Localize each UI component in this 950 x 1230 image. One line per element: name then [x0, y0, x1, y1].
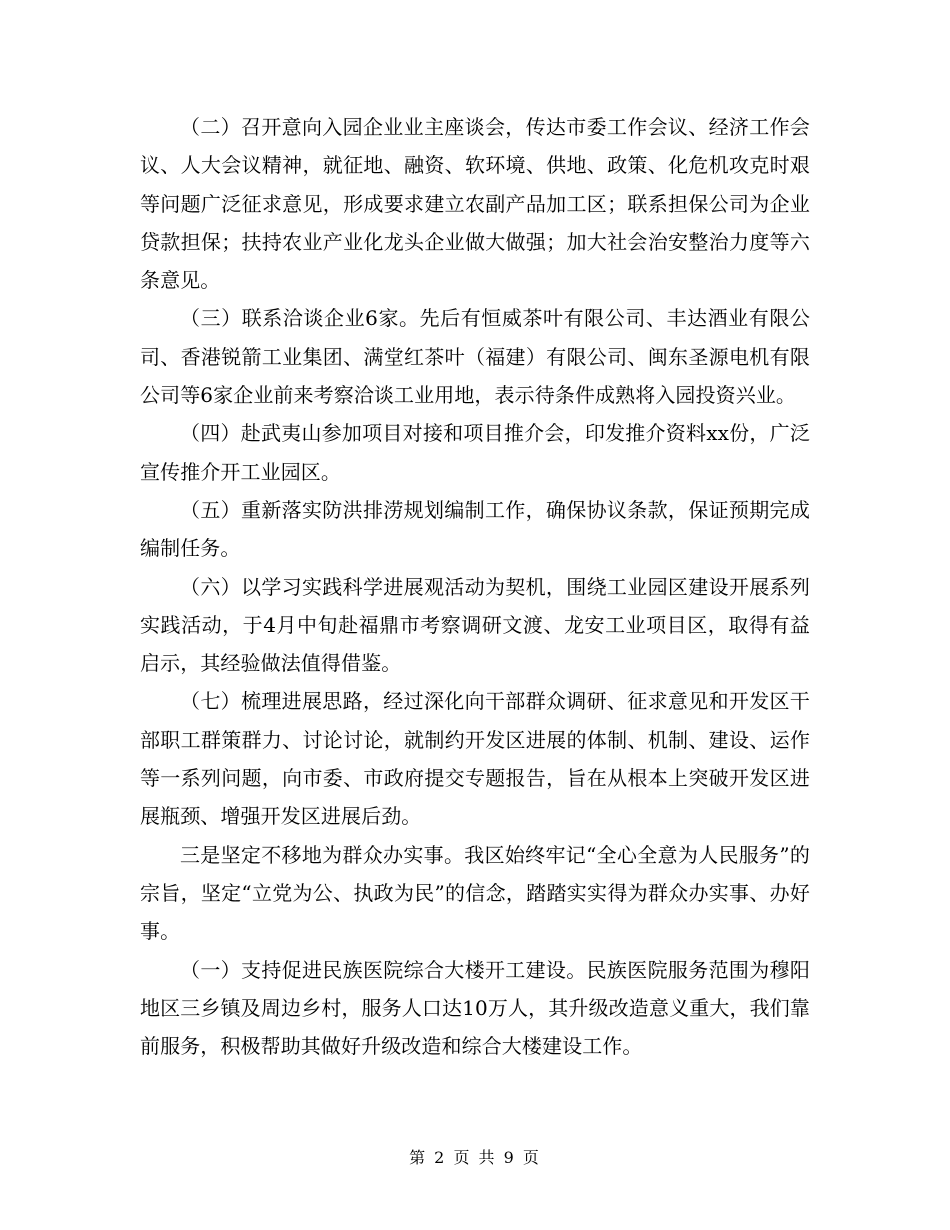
- paragraph-4: （四）赴武夷山参加项目对接和项目推介会，印发推介资料xx份，广泛宣传推介开工业园区。: [140, 421, 810, 484]
- paragraph-6: （六）以学习实践科学进展观活动为契机，围绕工业园区建设开展系列实践活动，于4月中旬赴福鼎市考察调研文渡、龙安工业项目区，取得有益启示，其经验做法值得借鉴。: [140, 574, 810, 676]
- paragraph-5: （五）重新落实防洪排涝规划编制工作，确保协议条款，保证预期完成编制任务。: [140, 497, 810, 561]
- paragraph-2: （二）召开意向入园企业业主座谈会，传达市委工作会议、经济工作会议、人大会议精神，就征地、融资、软环境、供地、政策、化危机攻克时艰等问题广泛征求意见，形成要求建立农副产品加工区；联系担保公司为企业贷款担保；扶持农业产业化龙头企业做大做强；加大社会治安整治力度等六条意见。: [140, 115, 810, 293]
- paragraph-7: （七）梳理进展思路，经过深化向干部群众调研、征求意见和开发区干部职工群策群力、讨论讨论，就制约开发区进展的体制、机制、建设、运作等一系列问题，向市委、市政府提交专题报告，旨在从根本上突破开发区进展瓶颈、增强开发区进展后劲。: [140, 689, 810, 829]
- paragraph-1: （一）支持促进民族医院综合大楼开工建设。民族医院服务范围为穆阳地区三乡镇及周边乡村，服务人口达10万人，其升级改造意义重大，我们靠前服务，积极帮助其做好升级改造和综合大楼建设工作。: [140, 957, 810, 1059]
- paragraph-3: （三）联系洽谈企业6家。先后有恒威茶叶有限公司、丰达酒业有限公司、香港锐箭工业集团、满堂红茶叶（福建）有限公司、闽东圣源电机有限公司等6家企业前来考察洽谈工业用地，表示待条件成熟将入园投资兴业。: [140, 306, 810, 408]
- section-heading-three: 三是坚定不移地为群众办实事。我区始终牢记“全心全意为人民服务”的宗旨，坚定“立党为公、执政为民”的信念，踏踏实实得为群众办实事、办好事。: [140, 842, 810, 944]
- page-footer: 第 2 页 共 9 页: [409, 1148, 541, 1167]
- document-body: [140, 108, 810, 1065]
